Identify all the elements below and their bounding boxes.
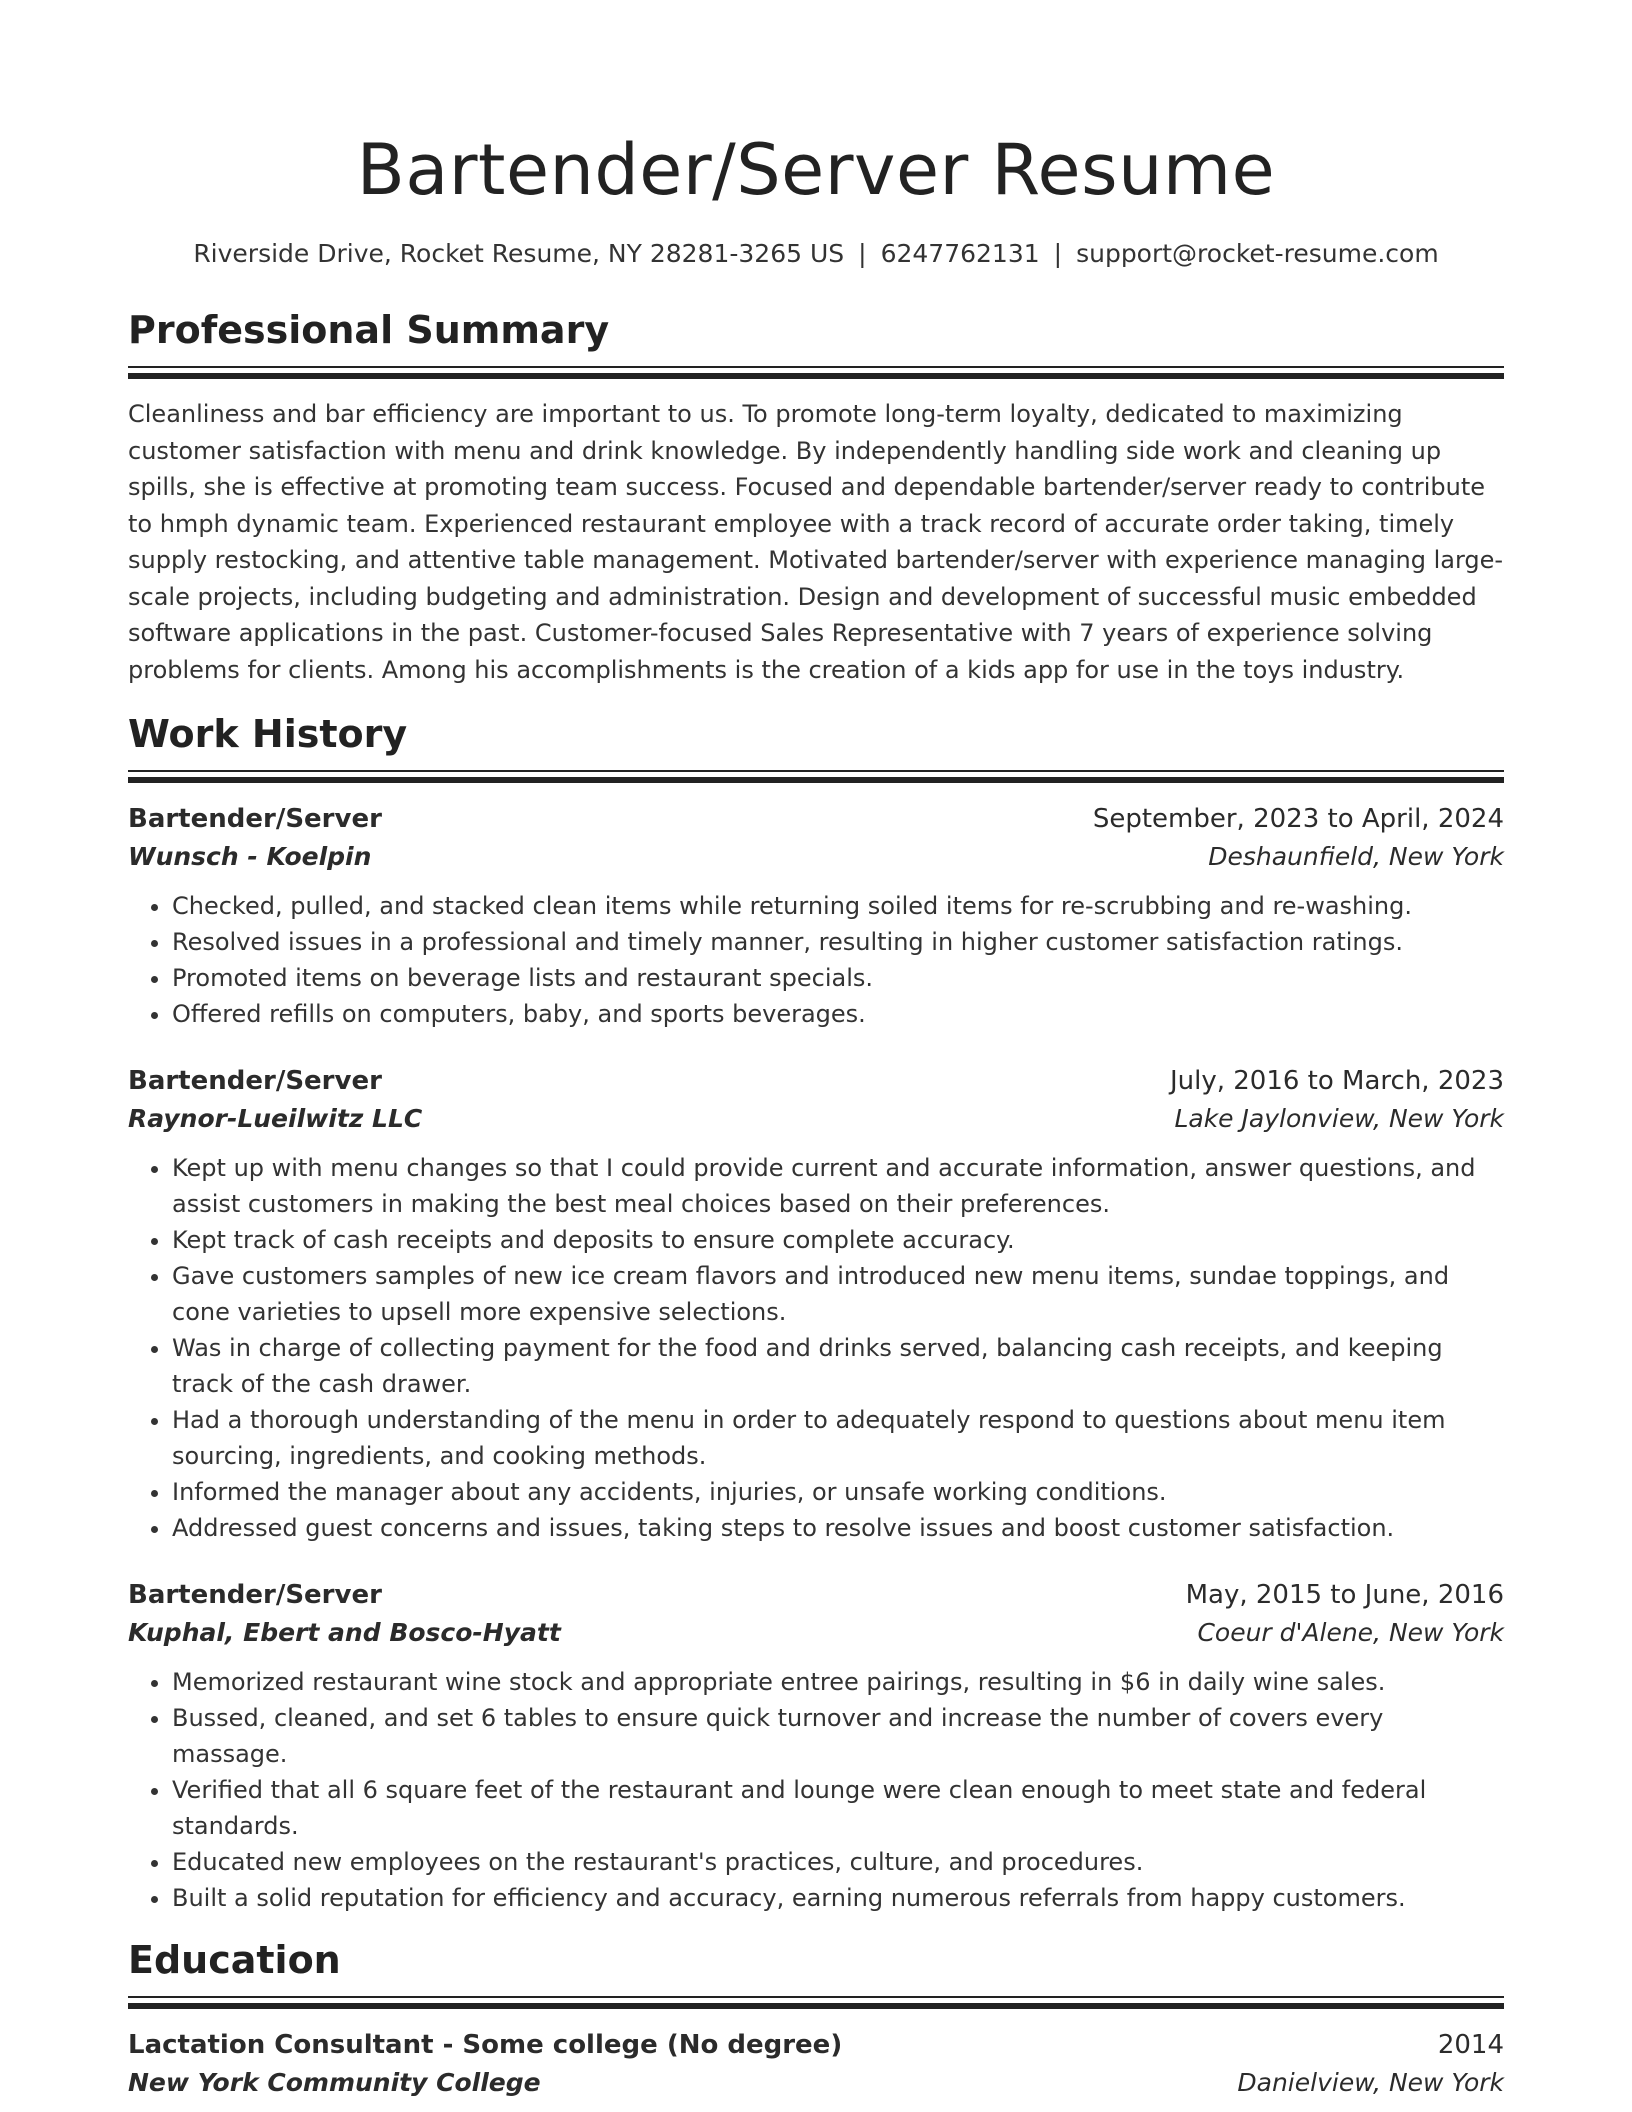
summary-text: Cleanliness and bar efficiency are important to us. To promote long-term loyalty, dedicated to maximizing customer satisfaction with menu and drink knowledge. By independently handling side work and cleaning up spills, she is effective at promoting team success. Focused and dependable bartender/server ready to contribute to hmph dynamic team. Experienced restaurant employee with a track record of accurate order taking, timely supply restocking, and attentive table management. Motivated bartender/server with experience managing large-scale projects, including budgeting and administration. Design and development of successful music embedded software applications in the past. Customer-focused Sales Representative with 7 years of experience solving problems for clients. Among his accomplishments is the creation of a kids app for use in the toys industry. bbox=[128, 400, 1504, 684]
job-bullet: • Educated new employees on the restaurant's practices, culture, and procedures. bbox=[172, 1844, 1504, 1880]
section-divider bbox=[128, 770, 1504, 784]
job-entry bbox=[128, 800, 1504, 1032]
job-bullet: • Gave customers samples of new ice cream flavors and introduced new menu items, sundae toppings, and cone varieties to upsell more expensive selections. bbox=[172, 1258, 1504, 1330]
job-entry bbox=[128, 1576, 1504, 1916]
job-bullet: • Addressed guest concerns and issues, taking steps to resolve issues and boost customer satisfaction. bbox=[172, 1510, 1504, 1546]
job-bullet: • Built a solid reputation for efficiency and accuracy, earning numerous referrals from happy customers. bbox=[172, 1880, 1504, 1916]
job-bullet: • Informed the manager about any accidents, injuries, or unsafe working conditions. bbox=[172, 1474, 1504, 1510]
job-bullet: • Kept up with menu changes so that I could provide current and accurate information, answer questions, and assist customers in making the best meal choices based on their preferences. bbox=[172, 1150, 1504, 1222]
job-location: Coeur d'Alene, New York bbox=[1197, 1618, 1504, 1647]
work-history-section bbox=[128, 708, 1504, 1916]
job-location: Lake Jaylonview, New York bbox=[1174, 1104, 1504, 1133]
summary-section bbox=[128, 304, 1504, 688]
education-section bbox=[128, 1934, 1504, 2102]
job-bullet: • Kept track of cash receipts and deposits to ensure complete accuracy. bbox=[172, 1222, 1504, 1258]
job-bullet: • Bussed, cleaned, and set 6 tables to ensure quick turnover and increase the number of covers every massage. bbox=[172, 1700, 1504, 1772]
job-bullets bbox=[128, 1150, 1504, 1546]
job-bullet: • Had a thorough understanding of the menu in order to adequately respond to questions about menu item sourcing, ingredients, and cooking methods. bbox=[172, 1402, 1504, 1474]
job-title: Bartender/Server bbox=[128, 804, 382, 834]
section-divider bbox=[128, 366, 1504, 380]
job-title: Bartender/Server bbox=[128, 1066, 382, 1096]
job-bullet: • Promoted items on beverage lists and restaurant specials. bbox=[172, 960, 1504, 996]
contact-email: support@rocket-resume.com bbox=[1076, 239, 1439, 268]
job-bullet: • Was in charge of collecting payment for the food and drinks served, balancing cash receipts, and keeping track of the cash drawer. bbox=[172, 1330, 1504, 1402]
section-heading-education: Education bbox=[128, 1938, 341, 1982]
contact-phone: 6247762131 bbox=[880, 239, 1040, 268]
contact-line bbox=[128, 236, 1504, 272]
job-bullet: • Resolved issues in a professional and timely manner, resulting in higher customer satisfaction ratings. bbox=[172, 924, 1504, 960]
job-bullet: • Checked, pulled, and stacked clean items while returning soiled items for re-scrubbing and re-washing. bbox=[172, 888, 1504, 924]
job-title: Bartender/Server bbox=[128, 1580, 382, 1610]
job-dates: July, 2016 to March, 2023 bbox=[1169, 1066, 1504, 1096]
section-heading-summary: Professional Summary bbox=[128, 308, 610, 352]
resume-title: Bartender/Server Resume bbox=[356, 129, 1276, 211]
contact-address: Riverside Drive, Rocket Resume, NY 28281-3265 US bbox=[193, 239, 845, 268]
job-company: Wunsch - Koelpin bbox=[128, 842, 372, 871]
job-bullets bbox=[128, 888, 1504, 1032]
job-dates: May, 2015 to June, 2016 bbox=[1185, 1580, 1504, 1610]
job-entry bbox=[128, 1062, 1504, 1546]
education-degree: Lactation Consultant - Some college (No degree) bbox=[128, 2030, 843, 2060]
job-bullets bbox=[128, 1664, 1504, 1916]
job-bullet: • Verified that all 6 square feet of the restaurant and lounge were clean enough to meet state and federal standards. bbox=[172, 1772, 1504, 1844]
education-year: 2014 bbox=[1437, 2030, 1504, 2060]
job-dates: September, 2023 to April, 2024 bbox=[1092, 804, 1504, 834]
job-bullet: • Memorized restaurant wine stock and appropriate entree pairings, resulting in $6 in daily wine sales. bbox=[172, 1664, 1504, 1700]
education-entry bbox=[128, 2026, 1504, 2102]
section-divider bbox=[128, 1996, 1504, 2010]
contact-separator: | bbox=[858, 239, 867, 268]
job-location: Deshaunfield, New York bbox=[1208, 842, 1504, 871]
job-company: Kuphal, Ebert and Bosco-Hyatt bbox=[128, 1618, 561, 1647]
job-bullet: • Offered refills on computers, baby, and sports beverages. bbox=[172, 996, 1504, 1032]
education-location: Danielview, New York bbox=[1237, 2068, 1504, 2097]
contact-separator: | bbox=[1053, 239, 1063, 268]
section-heading-work-history: Work History bbox=[128, 712, 408, 756]
education-school: New York Community College bbox=[128, 2068, 541, 2097]
job-company: Raynor-Lueilwitz LLC bbox=[128, 1104, 423, 1133]
